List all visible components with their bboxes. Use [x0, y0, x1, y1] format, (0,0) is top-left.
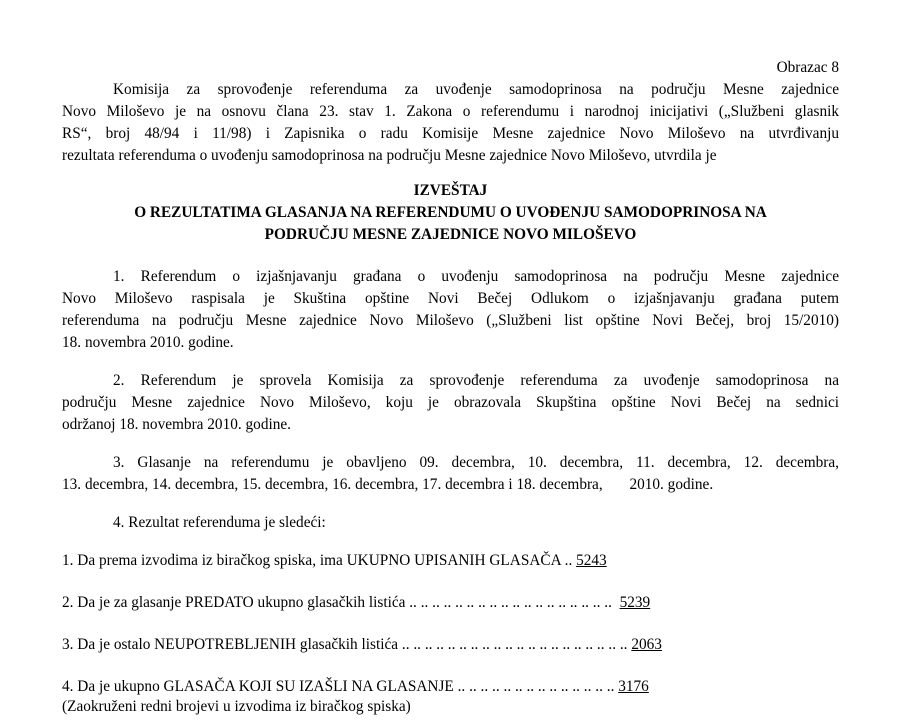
result-value: 3176	[618, 678, 649, 695]
section-line: 3. Glasanje na referendumu je obavljeno 09. decembra, 10. decembra, 11. decembra, 12. decembra,	[113, 454, 839, 471]
section-line: 13. decembra, 14. decembra, 15. decembra, 16. decembra, 17. decembra i 18. decembra, 2010. godine.	[62, 476, 714, 493]
section-line: 1. Referendum o izjašnjavanju građana o uvođenju samodoprinosa na području Mesne zajednice	[113, 268, 839, 285]
title-line: IZVEŠTAJ	[413, 182, 488, 199]
result-value: 2063	[631, 636, 662, 653]
result-label: 1. Da prema izvodima iz biračkog spiska, ima UKUPNO UPISANIH GLASAČA	[62, 552, 561, 569]
section-line: 18. novembra 2010. godine.	[62, 334, 234, 351]
result-item	[62, 634, 662, 656]
section-line: održanoj 18. novembra 2010. godine.	[62, 416, 291, 433]
section-line: 4. Rezultat referenduma je sledeći:	[113, 514, 326, 531]
footnote: (Zaokruženi redni brojevi u izvodima iz biračkog spiska)	[62, 698, 411, 715]
section-line: 2. Referendum je sprovela Komisija za sprovođenje referenduma za uvođenje samodoprinosa na	[113, 372, 839, 389]
section-line: Novo Miloševo raspisala je Skuština opštine Novi Bečej Odlukom o izjašnjavanju građana putem	[62, 290, 839, 307]
section-line: referenduma na području Mesne zajednice Novo Miloševo („Službeni list opštine Novi Bečej, broj 15/2010)	[62, 312, 839, 329]
dot-leader: .. .. .. .. .. .. .. .. .. .. .. .. .. .. .. .. .. ..	[405, 594, 620, 611]
result-label: 3. Da je ostalo NEUPOTREBLJENIH glasačkih listića	[62, 636, 399, 653]
result-item	[62, 676, 649, 698]
result-label: 4. Da je ukupno GLASAČA KOJI SU IZAŠLI NA GLASANJE	[62, 678, 454, 695]
intro-line: RS“, broj 48/94 i 11/98) i Zapisnika o radu Komisije Mesne zajednice Novo Miloševo na utvrđivanju	[62, 125, 839, 142]
result-item	[62, 550, 607, 572]
dot-leader: .. .. .. .. .. .. .. .. .. .. .. .. .. .. .. .. .. .. .. ..	[398, 636, 632, 653]
result-value: 5243	[576, 552, 607, 569]
result-item	[62, 592, 650, 614]
dot-leader: ..	[560, 552, 577, 569]
intro-line: Novo Miloševo je na osnovu člana 23. stav 1. Zakona o referendumu i narodnoj inicijativi („Službeni glasnik	[62, 103, 839, 120]
title-line: O REZULTATIMA GLASANJA NA REFERENDUMU O UVOĐENJU SAMODOPRINOSA NA	[134, 204, 767, 221]
section-line: području Mesne zajednice Novo Miloševo, koju je obrazovala Skupština opštine Novi Bečej na sednici	[62, 394, 839, 411]
result-value: 5239	[619, 594, 651, 611]
dot-leader: .. .. .. .. .. .. .. .. .. .. .. .. .. ..	[453, 678, 619, 695]
intro-line: Komisija za sprovođenje referenduma za uvođenje samodoprinosa na području Mesne zajednice	[113, 81, 839, 98]
intro-line: rezultata referenduma o uvođenju samodoprinosa na području Mesne zajednice Novo Miloševo, utvrdila je	[62, 147, 717, 164]
title-line: PODRUČJU MESNE ZAJEDNICE NOVO MILOŠEVO	[264, 226, 637, 243]
result-label: 2. Da je za glasanje PREDATO ukupno glasačkih listića	[62, 594, 406, 611]
form-label: Obrazac 8	[776, 59, 839, 76]
